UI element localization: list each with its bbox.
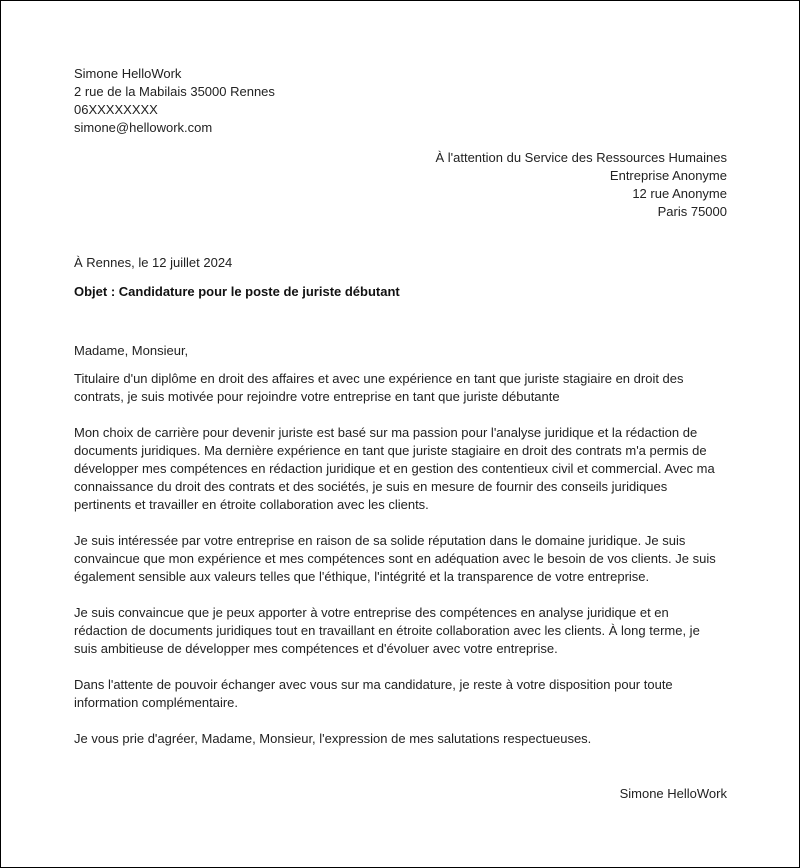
letter-body: [74, 342, 722, 766]
closing-paragraph: Je vous prie d'agréer, Madame, Monsieur, l'expression de mes salutations respectueuses.: [74, 731, 592, 746]
body-paragraph: Je suis intéressée par votre entreprise en raison de sa solide réputation dans le domaine juridique. Je suis convaincue que mon expérience et mes compétences sont en adéquation avec le besoin de vos clients. Je suis également sensible aux valeurs telles que l'éthique, l'intégrité et la transparence de votre entreprise.: [74, 533, 716, 584]
body-paragraph: Titulaire d'un diplôme en droit des affaires et avec une expérience en tant que juriste stagiaire en droit des contrats, je suis motivée pour rejoindre votre entreprise en tant que juriste débutante: [74, 371, 684, 404]
sender-address: 2 rue de la Mabilais 35000 Rennes: [74, 84, 275, 99]
body-paragraph: Je suis convaincue que je peux apporter à votre entreprise des compétences en analyse juridique et en rédaction de documents juridiques tout en travaillant en étroite collaboration avec les clients. À long terme, je suis ambitieuse de développer mes compétences et d'évoluer avec votre entreprise.: [74, 605, 700, 656]
recipient-street: 12 rue Anonyme: [632, 186, 727, 201]
body-paragraph: Mon choix de carrière pour devenir juriste est basé sur ma passion pour l'analyse juridique et la rédaction de documents juridiques. Ma dernière expérience en tant que juriste stagiaire en droit des contrats m'a permis de développer mes compétences en rédaction juridique et en gestion des contentieux civil et commercial. Avec ma connaissance du droit des contrats et des sociétés, je suis en mesure de fournir des conseils juridiques pertinents et travailler en étroite collaboration avec les clients.: [74, 425, 715, 512]
recipient-block: [435, 149, 727, 221]
recipient-city: Paris 75000: [657, 204, 727, 219]
body-paragraph: Dans l'attente de pouvoir échanger avec vous sur ma candidature, je reste à votre disposition pour toute information complémentaire.: [74, 677, 673, 710]
signature: Simone HelloWork: [619, 786, 727, 801]
sender-phone: 06XXXXXXXX: [74, 102, 158, 117]
recipient-company: Entreprise Anonyme: [609, 168, 727, 183]
recipient-attention: À l'attention du Service des Ressources Humaines: [435, 150, 727, 165]
sender-email: simone@hellowork.com: [74, 120, 213, 135]
salutation: Madame, Monsieur,: [74, 343, 189, 358]
date-line: À Rennes, le 12 juillet 2024: [74, 255, 233, 270]
sender-block: [74, 65, 275, 137]
subject-line: Objet : Candidature pour le poste de juriste débutant: [74, 284, 400, 299]
sender-name: Simone HelloWork: [74, 66, 182, 81]
